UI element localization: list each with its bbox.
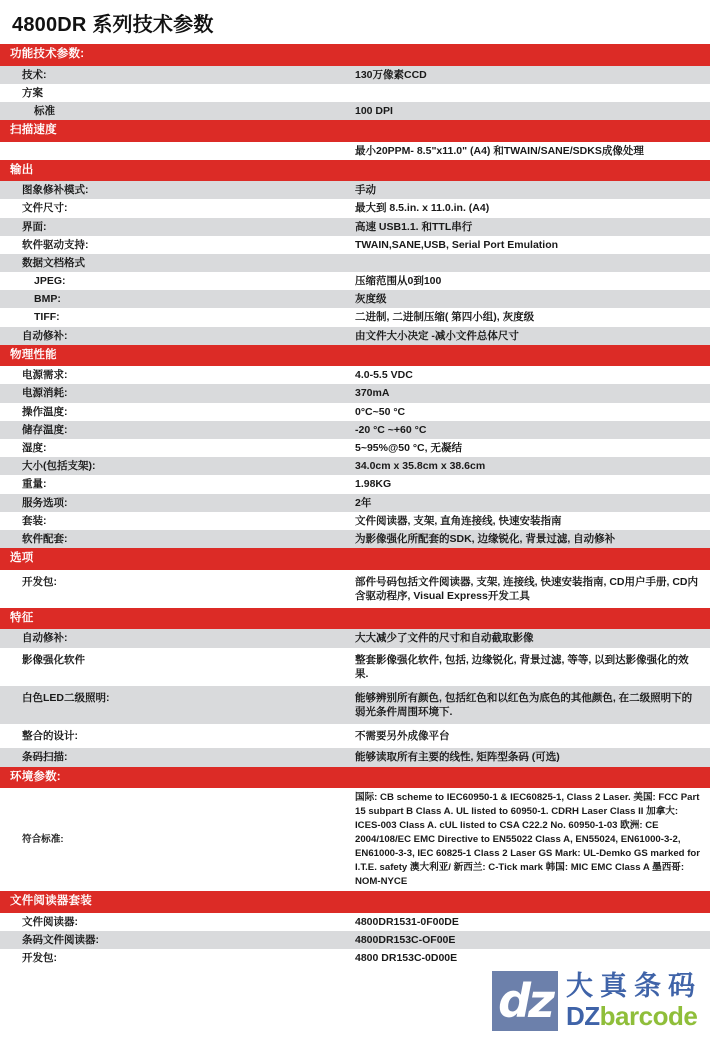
spec-row bbox=[0, 724, 710, 748]
logo-wordmark bbox=[566, 971, 702, 1032]
spec-label: 自动修补: bbox=[0, 327, 355, 345]
section-header-row bbox=[0, 160, 710, 182]
spec-row bbox=[0, 102, 710, 120]
spec-row bbox=[0, 457, 710, 475]
section-header-label: 特征 bbox=[0, 608, 710, 630]
spec-value: TWAIN,SANE,USB, Serial Port Emulation bbox=[355, 236, 710, 254]
spec-label: 大小(包括支架): bbox=[0, 457, 355, 475]
spec-label: 操作温度: bbox=[0, 403, 355, 421]
spec-label: 储存温度: bbox=[0, 421, 355, 439]
spec-value: 手动 bbox=[355, 181, 710, 199]
spec-value: 370mA bbox=[355, 384, 710, 402]
spec-label: 数据文档格式 bbox=[0, 254, 355, 272]
spec-label: 界面: bbox=[0, 218, 355, 236]
section-header-label: 环境参数: bbox=[0, 767, 710, 789]
section-header-row bbox=[0, 548, 710, 570]
spec-value: 4800 DR153C-0D00E bbox=[355, 949, 710, 967]
spec-row bbox=[0, 384, 710, 402]
spec-row bbox=[0, 421, 710, 439]
spec-value bbox=[355, 84, 710, 102]
spec-value: -20 °C ~+60 °C bbox=[355, 421, 710, 439]
spec-row bbox=[0, 949, 710, 967]
spec-label: 图象修补模式: bbox=[0, 181, 355, 199]
spec-label: 自动修补: bbox=[0, 629, 355, 647]
spec-value: 不需要另外成像平台 bbox=[355, 724, 710, 748]
spec-label: 文件尺寸: bbox=[0, 199, 355, 217]
logo-latin-text bbox=[566, 1001, 702, 1032]
spec-value: 灰度级 bbox=[355, 290, 710, 308]
logo-mark-glyph: dz bbox=[498, 974, 552, 1029]
spec-label: 白色LED二级照明: bbox=[0, 686, 355, 724]
spec-label: 符合标准: bbox=[0, 788, 355, 891]
spec-row bbox=[0, 648, 710, 686]
spec-label: 影像强化软件 bbox=[0, 648, 355, 686]
spec-row bbox=[0, 494, 710, 512]
spec-label: 软件配套: bbox=[0, 530, 355, 548]
spec-value: 能够辨别所有颜色, 包括红色和以红色为底色的其他颜色, 在二级照明下的弱光条件周围环境下. bbox=[355, 686, 710, 724]
spec-row bbox=[0, 327, 710, 345]
spec-label: 湿度: bbox=[0, 439, 355, 457]
spec-value: 大大减少了文件的尺寸和自动截取影像 bbox=[355, 629, 710, 647]
spec-row bbox=[0, 218, 710, 236]
spec-value: 部件号码包括文件阅读器, 支架, 连接线, 快速安装指南, CD用户手册, CD内含驱动程序, Visual Express开发工具 bbox=[355, 570, 710, 608]
spec-row bbox=[0, 142, 710, 160]
spec-row bbox=[0, 931, 710, 949]
spec-label: 电源需求: bbox=[0, 366, 355, 384]
spec-row bbox=[0, 254, 710, 272]
spec-value: 4800DR1531-0F00DE bbox=[355, 913, 710, 931]
logo-chinese-text: 大真条码 bbox=[566, 971, 702, 1002]
spec-value: 由文件大小决定 -减小文件总体尺寸 bbox=[355, 327, 710, 345]
spec-value: 能够读取所有主要的线性, 矩阵型条码 (可选) bbox=[355, 748, 710, 766]
spec-value: 2年 bbox=[355, 494, 710, 512]
spec-value: 100 DPI bbox=[355, 102, 710, 120]
spec-row bbox=[0, 570, 710, 608]
logo-latin-primary: DZ bbox=[566, 1001, 600, 1032]
spec-row bbox=[0, 199, 710, 217]
spec-row bbox=[0, 439, 710, 457]
section-header-label: 文件阅读器套装 bbox=[0, 891, 710, 913]
logo-latin-secondary: barcode bbox=[599, 1001, 698, 1032]
section-header-label: 物理性能 bbox=[0, 345, 710, 367]
footer-logo-area bbox=[0, 967, 710, 1041]
spec-row bbox=[0, 366, 710, 384]
spec-label: 技术: bbox=[0, 66, 355, 84]
spec-label: 整合的设计: bbox=[0, 724, 355, 748]
spec-row bbox=[0, 475, 710, 493]
section-header-label: 选项 bbox=[0, 548, 710, 570]
spec-value: 130万像素CCD bbox=[355, 66, 710, 84]
spec-value: 文件阅读器, 支架, 直角连接线, 快速安装指南 bbox=[355, 512, 710, 530]
section-header-row bbox=[0, 891, 710, 913]
spec-label: 重量: bbox=[0, 475, 355, 493]
spec-label: 套装: bbox=[0, 512, 355, 530]
spec-value: 国际: CB scheme to IEC60950-1 & IEC60825-1, Class 2 Laser. 美国: FCC Part 15 subpart B Class A. UL listed to 60950-1. CDRH Laser Class II 加拿大: ICES-003 Class A. cUL listed to CSA C22.2 No. 60950-1-03 欧洲: CE 2004/108/EC EMC Directive to EN55022 Class A, EN55024, EN61000-3-2, EN61000-3-3, IEC 60825-1 Class 2 Laser GS Mark: UL-Demko GS marked for I.T.E. safety 澳大利亚/ 新西兰: C-Tick mark 韩国: MIC EMC Class A 墨西哥: NOM-NYCE bbox=[355, 788, 710, 891]
spec-row bbox=[0, 686, 710, 724]
spec-label: 开发包: bbox=[0, 949, 355, 967]
spec-label: 开发包: bbox=[0, 570, 355, 608]
spec-label: 服务选项: bbox=[0, 494, 355, 512]
spec-value: 压缩范围从0到100 bbox=[355, 272, 710, 290]
spec-label: 条码扫描: bbox=[0, 748, 355, 766]
spec-label: 电源消耗: bbox=[0, 384, 355, 402]
spec-row bbox=[0, 403, 710, 421]
spec-value: 高速 USB1.1. 和TTL串行 bbox=[355, 218, 710, 236]
spec-value: 最大到 8.5.in. x 11.0.in. (A4) bbox=[355, 199, 710, 217]
spec-row bbox=[0, 788, 710, 891]
spec-row bbox=[0, 290, 710, 308]
specifications-table bbox=[0, 44, 710, 967]
spec-row bbox=[0, 530, 710, 548]
spec-row bbox=[0, 181, 710, 199]
spec-label: TIFF: bbox=[0, 308, 355, 326]
spec-value: 二进制, 二进制压缩( 第四小组), 灰度级 bbox=[355, 308, 710, 326]
spec-value: 0°C~50 °C bbox=[355, 403, 710, 421]
spec-label: BMP: bbox=[0, 290, 355, 308]
spec-row bbox=[0, 308, 710, 326]
section-header-label: 输出 bbox=[0, 160, 710, 182]
section-header-row bbox=[0, 44, 710, 66]
spec-value: 最小20PPM- 8.5"x11.0" (A4) 和TWAIN/SANE/SDKS成像处理 bbox=[355, 142, 710, 160]
spec-value: 整套影像强化软件, 包括, 边缘锐化, 背景过滤, 等等, 以到达影像强化的效果. bbox=[355, 648, 710, 686]
section-header-row bbox=[0, 767, 710, 789]
spec-label: 软件驱动支持: bbox=[0, 236, 355, 254]
spec-row bbox=[0, 236, 710, 254]
section-header-label: 功能技术参数: bbox=[0, 44, 710, 66]
spec-value: 34.0cm x 35.8cm x 38.6cm bbox=[355, 457, 710, 475]
spec-row bbox=[0, 512, 710, 530]
logo-mark-icon bbox=[492, 971, 558, 1031]
spec-row bbox=[0, 913, 710, 931]
spec-value bbox=[355, 254, 710, 272]
page-title: 4800DR 系列技术参数 bbox=[12, 14, 214, 36]
spec-label: 条码文件阅读器: bbox=[0, 931, 355, 949]
spec-label: JPEG: bbox=[0, 272, 355, 290]
spec-row bbox=[0, 84, 710, 102]
spec-value: 4800DR153C-OF00E bbox=[355, 931, 710, 949]
section-header-row bbox=[0, 608, 710, 630]
spec-label: 标准 bbox=[0, 102, 355, 120]
spec-row bbox=[0, 629, 710, 647]
spec-label: 方案 bbox=[0, 84, 355, 102]
section-header-row bbox=[0, 345, 710, 367]
spec-row bbox=[0, 272, 710, 290]
spec-label bbox=[0, 142, 355, 160]
brand-logo bbox=[492, 971, 702, 1031]
section-header-label: 扫描速度 bbox=[0, 120, 710, 142]
section-header-row bbox=[0, 120, 710, 142]
spec-row bbox=[0, 66, 710, 84]
spec-value: 为影像强化所配套的SDK, 边缘锐化, 背景过滤, 自动修补 bbox=[355, 530, 710, 548]
spec-value: 1.98KG bbox=[355, 475, 710, 493]
spec-value: 4.0-5.5 VDC bbox=[355, 366, 710, 384]
spec-value: 5~95%@50 °C, 无凝结 bbox=[355, 439, 710, 457]
spec-label: 文件阅读器: bbox=[0, 913, 355, 931]
